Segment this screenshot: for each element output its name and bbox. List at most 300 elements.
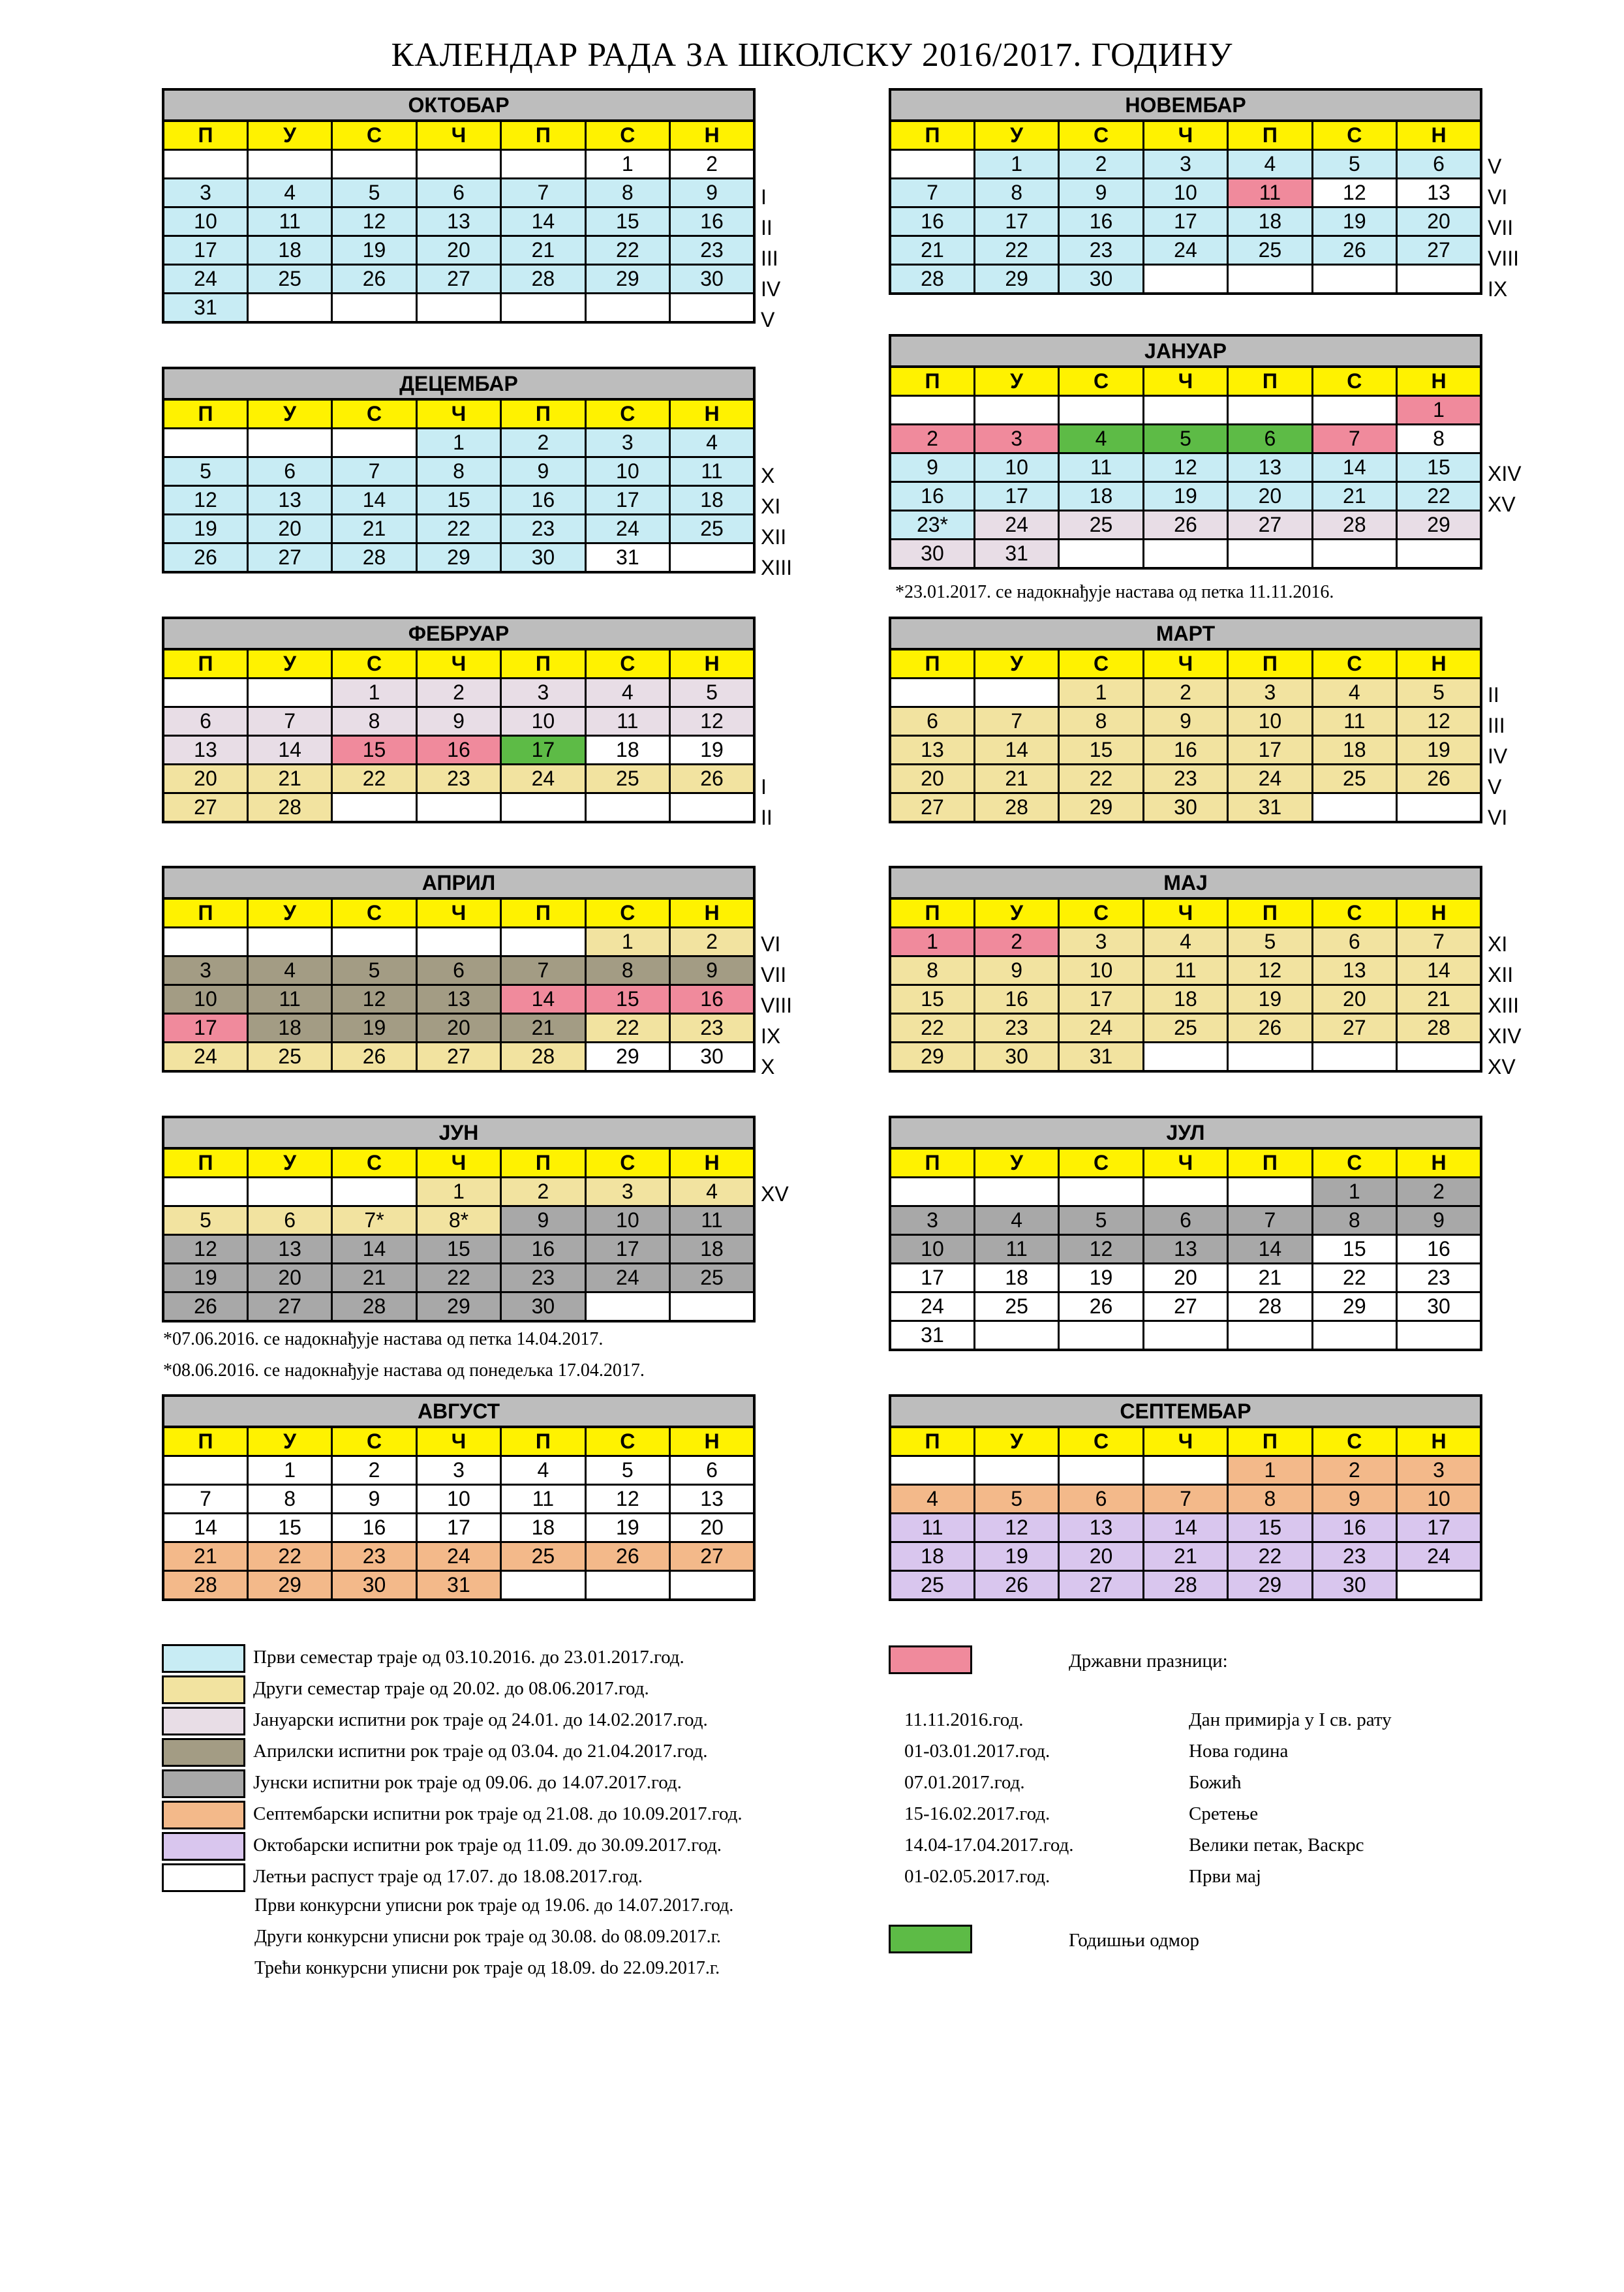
week-row [163, 1206, 754, 1235]
day-cell: 6 [416, 956, 500, 985]
month-title: СЕПТЕМБАР [889, 1394, 1482, 1426]
day-cell: 8 [585, 179, 669, 207]
day-cell: 1 [416, 429, 500, 457]
day-cell: 26 [670, 765, 754, 793]
day-cell: 29 [585, 1043, 669, 1072]
day-cell [890, 1178, 974, 1206]
weekday-cell: Ч [416, 399, 500, 429]
week-row [890, 679, 1481, 707]
day-cell: 17 [585, 486, 669, 515]
week-number: I [761, 185, 767, 209]
day-cell: 19 [163, 515, 247, 543]
day-cell: 12 [670, 707, 754, 736]
day-cell: 9 [670, 956, 754, 985]
day-cell: 22 [332, 765, 416, 793]
day-cell [1228, 1178, 1312, 1206]
day-cell: 28 [501, 1043, 585, 1072]
month-8 [162, 1116, 756, 1322]
enrollment-2: Други конкурсни уписни рок траје од 30.08. do 08.09.2017.г. [254, 1927, 721, 1947]
day-cell: 3 [163, 956, 247, 985]
week-row [163, 707, 754, 736]
day-cell: 20 [416, 1014, 500, 1043]
day-cell [1397, 1321, 1481, 1351]
weekday-cell: П [890, 367, 974, 396]
day-cell: 16 [1143, 736, 1227, 765]
day-cell: 10 [163, 207, 247, 236]
day-cell: 3 [1228, 679, 1312, 707]
weekday-cell: Н [1397, 367, 1481, 396]
week-row [890, 207, 1481, 236]
week-row [890, 179, 1481, 207]
day-cell: 30 [501, 543, 585, 573]
day-cell: 30 [670, 1043, 754, 1072]
weekday-cell: Н [670, 121, 754, 150]
day-cell [163, 150, 247, 179]
day-cell: 11 [1143, 956, 1227, 985]
weekday-cell: Ч [1143, 649, 1227, 679]
holiday-swatch [889, 1645, 972, 1674]
week-row [163, 1485, 754, 1514]
day-cell: 23 [1143, 765, 1227, 793]
weekday-cell: У [974, 898, 1058, 928]
day-cell: 9 [670, 179, 754, 207]
day-cell: 31 [974, 540, 1058, 569]
day-cell: 6 [1059, 1485, 1143, 1514]
day-cell: 13 [890, 736, 974, 765]
week-number: III [1488, 714, 1505, 737]
day-cell: 15 [890, 985, 974, 1014]
week-number: XV [1488, 1055, 1516, 1078]
day-cell: 26 [1312, 236, 1396, 265]
legend-swatch [162, 1863, 245, 1892]
day-cell: 13 [416, 207, 500, 236]
day-cell: 27 [1228, 511, 1312, 540]
day-cell: 13 [1312, 956, 1396, 985]
day-cell: 19 [1059, 1264, 1143, 1292]
day-cell: 30 [1143, 793, 1227, 823]
week-row [163, 515, 754, 543]
day-cell: 23 [670, 236, 754, 265]
day-cell: 8 [332, 707, 416, 736]
day-cell: 29 [416, 1292, 500, 1322]
day-cell: 16 [670, 985, 754, 1014]
weekday-cell: П [501, 121, 585, 150]
month-11 [889, 1394, 1482, 1601]
legend-text: Летњи распуст траје од 17.07. до 18.08.2017.год. [253, 1866, 643, 1887]
day-cell: 7 [501, 179, 585, 207]
month-title: АВГУСТ [162, 1394, 756, 1426]
week-row [163, 429, 754, 457]
day-cell: 22 [416, 515, 500, 543]
day-cell: 26 [332, 265, 416, 294]
weekday-cell: П [163, 399, 247, 429]
day-cell [1312, 1043, 1396, 1072]
weekday-cell: П [501, 649, 585, 679]
day-cell [332, 150, 416, 179]
day-cell: 2 [332, 1456, 416, 1485]
day-cell: 15 [332, 736, 416, 765]
day-cell: 1 [974, 150, 1058, 179]
day-cell [1059, 540, 1143, 569]
holiday-name: Нова година [1189, 1741, 1289, 1762]
day-cell: 23 [332, 1542, 416, 1571]
weekday-cell: У [974, 649, 1058, 679]
month-10 [162, 1394, 756, 1601]
day-cell [1143, 1456, 1227, 1485]
day-cell [1312, 793, 1396, 823]
day-cell [670, 543, 754, 573]
day-cell: 14 [332, 1235, 416, 1264]
week-number: IX [1488, 277, 1508, 301]
day-cell: 30 [1312, 1571, 1396, 1600]
day-cell: 19 [1312, 207, 1396, 236]
weekday-cell: С [332, 1148, 416, 1178]
weekday-cell: С [585, 1148, 669, 1178]
day-cell: 15 [585, 985, 669, 1014]
day-cell: 28 [1228, 1292, 1312, 1321]
month-title: МАРТ [889, 617, 1482, 648]
day-cell: 27 [416, 1043, 500, 1072]
day-cell: 25 [670, 1264, 754, 1292]
day-cell: 20 [163, 765, 247, 793]
day-cell [585, 294, 669, 323]
day-cell: 15 [416, 1235, 500, 1264]
day-cell: 21 [1312, 482, 1396, 511]
day-cell: 1 [585, 150, 669, 179]
weekday-header [890, 121, 1481, 150]
day-cell [974, 679, 1058, 707]
day-cell [163, 928, 247, 956]
day-cell: 14 [1143, 1514, 1227, 1542]
day-cell: 30 [332, 1571, 416, 1600]
week-number: XII [761, 525, 787, 549]
day-cell: 20 [1312, 985, 1396, 1014]
day-cell [1312, 1321, 1396, 1351]
month-table [889, 648, 1482, 823]
day-cell: 25 [890, 1571, 974, 1600]
day-cell: 30 [974, 1043, 1058, 1072]
week-number: II [761, 216, 773, 239]
day-cell: 22 [890, 1014, 974, 1043]
day-cell: 5 [163, 457, 247, 486]
day-cell [1143, 1043, 1227, 1072]
week-row [163, 543, 754, 573]
day-cell: 14 [247, 736, 331, 765]
week-row [890, 1571, 1481, 1600]
day-cell: 15 [1228, 1514, 1312, 1542]
weekday-cell: С [1059, 649, 1143, 679]
day-cell: 7 [1228, 1206, 1312, 1235]
day-cell: 13 [1143, 1235, 1227, 1264]
weekday-cell: У [974, 367, 1058, 396]
day-cell [332, 793, 416, 823]
day-cell: 30 [890, 540, 974, 569]
day-cell: 21 [974, 765, 1058, 793]
day-cell: 2 [1397, 1178, 1481, 1206]
weekday-cell: П [890, 898, 974, 928]
day-cell: 18 [974, 1264, 1058, 1292]
week-number: XIII [1488, 994, 1520, 1017]
day-cell: 10 [1397, 1485, 1481, 1514]
day-cell: 2 [890, 425, 974, 453]
day-cell: 21 [501, 236, 585, 265]
weekday-cell: П [163, 1148, 247, 1178]
month-7 [889, 866, 1482, 1073]
day-cell: 23* [890, 511, 974, 540]
day-cell: 10 [890, 1235, 974, 1264]
day-cell: 30 [501, 1292, 585, 1322]
day-cell: 28 [1397, 1014, 1481, 1043]
day-cell: 16 [501, 486, 585, 515]
day-cell [163, 429, 247, 457]
day-cell: 11 [501, 1485, 585, 1514]
day-cell [670, 1292, 754, 1322]
day-cell: 17 [585, 1235, 669, 1264]
week-row [890, 1456, 1481, 1485]
day-cell: 25 [1228, 236, 1312, 265]
day-cell: 21 [332, 515, 416, 543]
day-cell: 30 [1397, 1292, 1481, 1321]
day-cell: 6 [1312, 928, 1396, 956]
day-cell: 8 [974, 179, 1058, 207]
day-cell: 27 [670, 1542, 754, 1571]
weekday-cell: У [247, 649, 331, 679]
day-cell [974, 1178, 1058, 1206]
day-cell: 28 [501, 265, 585, 294]
day-cell: 22 [1059, 765, 1143, 793]
month-4 [162, 617, 756, 823]
weekday-cell: У [247, 121, 331, 150]
day-cell: 7 [501, 956, 585, 985]
week-number: IV [1488, 744, 1508, 768]
month-0 [162, 88, 756, 324]
week-row [890, 765, 1481, 793]
day-cell: 22 [974, 236, 1058, 265]
day-cell: 6 [247, 457, 331, 486]
week-row [890, 1542, 1481, 1571]
day-cell: 19 [1397, 736, 1481, 765]
day-cell: 25 [1059, 511, 1143, 540]
week-row [890, 1321, 1481, 1351]
weekday-cell: У [974, 1148, 1058, 1178]
day-cell [1312, 265, 1396, 294]
weekday-cell: С [1059, 1148, 1143, 1178]
day-cell: 20 [1228, 482, 1312, 511]
weekday-cell: Ч [1143, 1427, 1227, 1456]
day-cell: 12 [1228, 956, 1312, 985]
june-note-2: *08.06.2016. се надокнађује настава од понедељка 17.04.2017. [163, 1360, 645, 1381]
day-cell: 12 [974, 1514, 1058, 1542]
day-cell: 10 [974, 453, 1058, 482]
week-number: IX [761, 1024, 781, 1048]
day-cell: 1 [247, 1456, 331, 1485]
day-cell: 27 [1312, 1014, 1396, 1043]
day-cell: 25 [247, 265, 331, 294]
weekday-cell: У [247, 1148, 331, 1178]
day-cell: 18 [670, 1235, 754, 1264]
week-row [163, 793, 754, 823]
week-number: XI [1488, 932, 1508, 956]
week-row [890, 1178, 1481, 1206]
week-row [890, 1043, 1481, 1072]
holiday-name: Сретење [1189, 1803, 1259, 1824]
weekday-cell: П [1228, 1148, 1312, 1178]
weekday-cell: С [1059, 121, 1143, 150]
legend-swatch [162, 1832, 245, 1861]
month-title: ДЕЦЕМБАР [162, 367, 756, 398]
week-number: III [761, 247, 778, 270]
week-number: XIII [761, 556, 793, 579]
day-cell: 18 [1228, 207, 1312, 236]
day-cell: 4 [1312, 679, 1396, 707]
day-cell [163, 679, 247, 707]
day-cell: 21 [247, 765, 331, 793]
day-cell [501, 928, 585, 956]
day-cell [1397, 793, 1481, 823]
weekday-cell: Н [670, 1148, 754, 1178]
day-cell: 2 [1059, 150, 1143, 179]
day-cell: 18 [670, 486, 754, 515]
holiday-date: 14.04-17.04.2017.год. [904, 1835, 1074, 1856]
weekday-header [163, 1148, 754, 1178]
week-number: VII [1488, 216, 1514, 239]
day-cell: 29 [1228, 1571, 1312, 1600]
week-row [163, 1014, 754, 1043]
day-cell: 14 [974, 736, 1058, 765]
weekday-cell: Ч [1143, 1148, 1227, 1178]
week-number: II [1488, 683, 1499, 707]
week-number: VI [1488, 806, 1508, 829]
day-cell: 20 [670, 1514, 754, 1542]
vacation-label: Годишњи одмор [1069, 1930, 1199, 1951]
day-cell: 28 [1312, 511, 1396, 540]
day-cell [670, 294, 754, 323]
day-cell [247, 928, 331, 956]
day-cell: 19 [163, 1264, 247, 1292]
day-cell: 9 [890, 453, 974, 482]
day-cell: 1 [332, 679, 416, 707]
day-cell [670, 793, 754, 823]
day-cell [1397, 1043, 1481, 1072]
week-number: XV [761, 1182, 789, 1206]
weekday-cell: П [501, 1427, 585, 1456]
day-cell: 3 [1059, 928, 1143, 956]
day-cell [1059, 1456, 1143, 1485]
weekday-cell: П [163, 649, 247, 679]
week-row [163, 150, 754, 179]
day-cell: 9 [1059, 179, 1143, 207]
day-cell: 21 [163, 1542, 247, 1571]
day-cell: 26 [163, 543, 247, 573]
day-cell: 15 [585, 207, 669, 236]
day-cell: 26 [1059, 1292, 1143, 1321]
month-title: ФЕБРУАР [162, 617, 756, 648]
day-cell: 27 [163, 793, 247, 823]
month-6 [162, 866, 756, 1073]
day-cell: 30 [1059, 265, 1143, 294]
day-cell: 17 [1059, 985, 1143, 1014]
day-cell: 23 [501, 515, 585, 543]
day-cell: 18 [1059, 482, 1143, 511]
legend-text: Октобарски испитни рок траје од 11.09. до 30.09.2017.год. [253, 1835, 722, 1856]
day-cell: 16 [332, 1514, 416, 1542]
day-cell: 8 [1397, 425, 1481, 453]
day-cell: 7 [163, 1485, 247, 1514]
weekday-cell: Ч [1143, 367, 1227, 396]
day-cell: 2 [501, 429, 585, 457]
week-row [163, 236, 754, 265]
weekday-cell: П [1228, 649, 1312, 679]
day-cell: 9 [974, 956, 1058, 985]
holiday-date: 01-02.05.2017.год. [904, 1866, 1050, 1887]
day-cell: 7 [247, 707, 331, 736]
day-cell: 14 [501, 985, 585, 1014]
day-cell: 29 [416, 543, 500, 573]
day-cell: 2 [974, 928, 1058, 956]
week-row [890, 396, 1481, 425]
day-cell: 14 [163, 1514, 247, 1542]
day-cell: 5 [1059, 1206, 1143, 1235]
weekday-cell: С [585, 1427, 669, 1456]
weekday-header [890, 367, 1481, 396]
day-cell [1143, 1321, 1227, 1351]
day-cell: 4 [247, 179, 331, 207]
week-row [890, 1292, 1481, 1321]
day-cell: 5 [974, 1485, 1058, 1514]
week-row [890, 150, 1481, 179]
day-cell: 24 [585, 1264, 669, 1292]
day-cell: 29 [1059, 793, 1143, 823]
week-row [890, 956, 1481, 985]
month-table [889, 1426, 1482, 1601]
week-row [890, 1514, 1481, 1542]
day-cell: 7 [332, 457, 416, 486]
day-cell: 7* [332, 1206, 416, 1235]
legend-swatch [162, 1738, 245, 1767]
legend-swatch [162, 1801, 245, 1829]
day-cell: 6 [670, 1456, 754, 1485]
weekday-cell: С [1312, 367, 1396, 396]
week-number: VIII [1488, 247, 1520, 270]
month-table [889, 119, 1482, 295]
day-cell: 4 [670, 429, 754, 457]
day-cell: 25 [670, 515, 754, 543]
day-cell: 19 [332, 1014, 416, 1043]
page-title: КАЛЕНДАР РАДА ЗА ШКОЛСКУ 2016/2017. ГОДИНУ [391, 37, 1233, 74]
day-cell: 9 [501, 1206, 585, 1235]
day-cell: 9 [332, 1485, 416, 1514]
day-cell: 31 [1228, 793, 1312, 823]
week-number: II [761, 806, 773, 829]
day-cell: 21 [1143, 1542, 1227, 1571]
day-cell: 5 [1143, 425, 1227, 453]
day-cell: 16 [974, 985, 1058, 1014]
weekday-cell: П [1228, 1427, 1312, 1456]
weekday-cell: С [585, 649, 669, 679]
day-cell: 24 [501, 765, 585, 793]
month-table [162, 1426, 756, 1601]
weekday-cell: П [890, 649, 974, 679]
week-number: X [761, 464, 775, 487]
weekday-cell: П [501, 1148, 585, 1178]
weekday-cell: С [1312, 649, 1396, 679]
week-row [890, 736, 1481, 765]
day-cell [890, 150, 974, 179]
day-cell: 24 [1397, 1542, 1481, 1571]
day-cell: 27 [247, 1292, 331, 1322]
week-number: XII [1488, 963, 1514, 986]
day-cell [247, 429, 331, 457]
